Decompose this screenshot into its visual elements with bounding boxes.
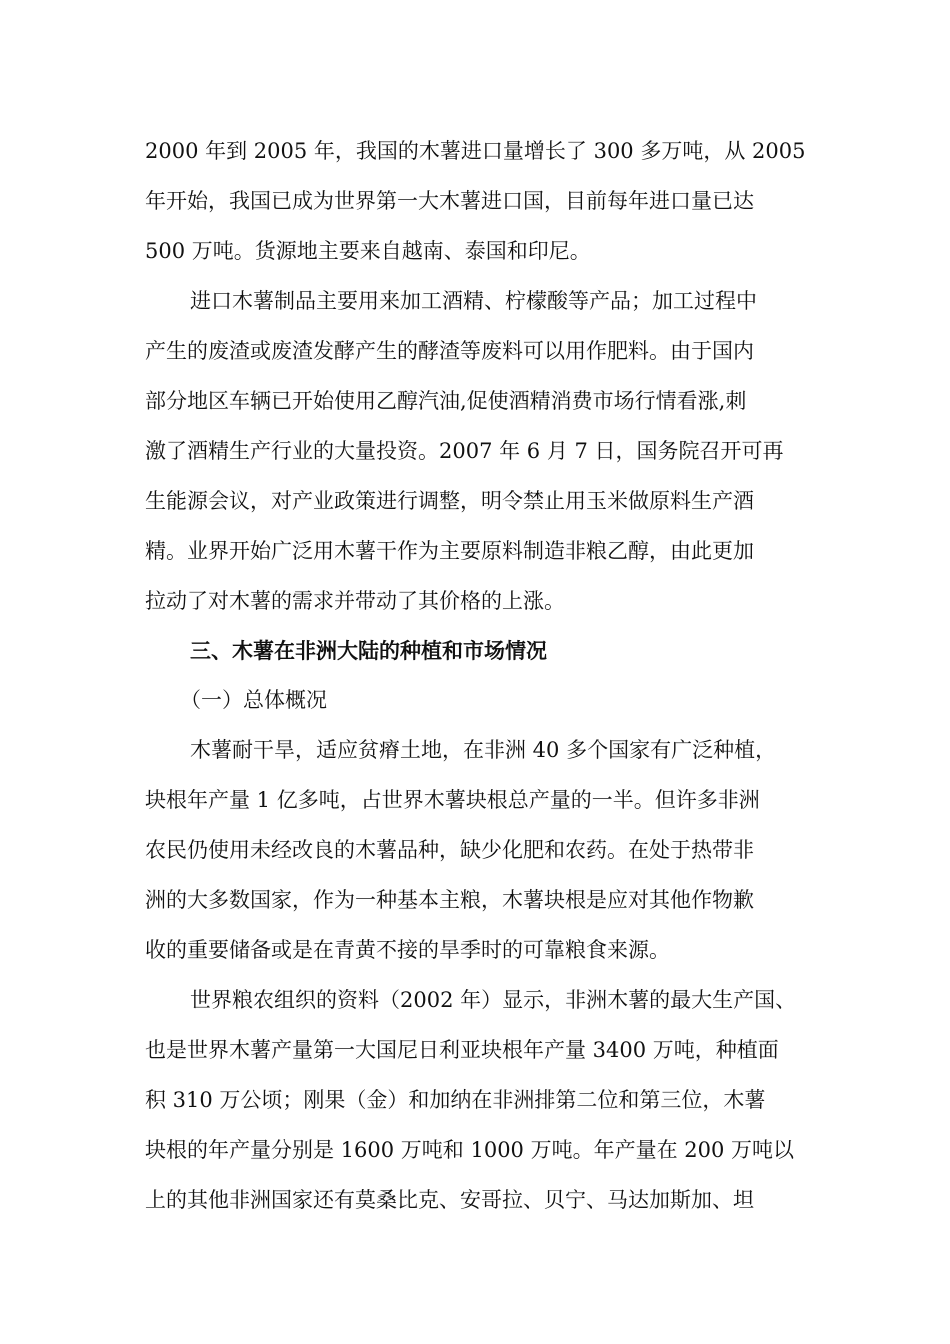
text-line	[0, 1035, 950, 1065]
subsection-heading	[0, 685, 950, 715]
text-line	[0, 1135, 950, 1165]
text-line-content: 农民仍使用未经改良的木薯品种，缺少化肥和农药。在处于热带非	[145, 838, 754, 862]
text-line	[0, 136, 950, 166]
text-line-content: 洲的大多数国家，作为一种基本主粮，木薯块根是应对其他作物歉	[145, 888, 754, 912]
section-heading-text: 三、木薯在非洲大陆的种植和市场情况	[190, 638, 547, 663]
text-line	[0, 286, 950, 316]
text-line	[0, 586, 950, 616]
text-line-content: 2000 年到 2005 年，我国的木薯进口量增长了 300 多万吨，从 2005	[145, 139, 806, 163]
text-line-content: 进口木薯制品主要用来加工酒精、柠檬酸等产品；加工过程中	[190, 289, 757, 313]
text-line-content: 部分地区车辆已开始使用乙醇汽油,促使酒精消费市场行情看涨,刺	[145, 389, 747, 413]
text-line-content: 块根的年产量分别是 1600 万吨和 1000 万吨。年产量在 200 万吨以	[145, 1138, 795, 1162]
text-line-content: 上的其他非洲国家还有莫桑比克、安哥拉、贝宁、马达加斯加、坦	[145, 1188, 754, 1212]
text-line-content: 年开始，我国已成为世界第一大木薯进口国，目前每年进口量已达	[145, 189, 754, 213]
section-heading	[0, 636, 950, 666]
text-line-content: 产生的废渣或废渣发酵产生的酵渣等废料可以用作肥料。由于国内	[145, 339, 754, 363]
text-line-content: 世界粮农组织的资料（2002 年）显示，非洲木薯的最大生产国、	[190, 988, 797, 1012]
text-line	[0, 935, 950, 965]
text-line-content: 激了酒精生产行业的大量投资。2007 年 6 月 7 日，国务院召开可再	[145, 439, 784, 463]
text-line	[0, 785, 950, 815]
subsection-heading-text: （一）总体概况	[180, 688, 327, 712]
text-line-content: 块根年产量 1 亿多吨，占世界木薯块根总产量的一半。但许多非洲	[145, 788, 760, 812]
text-line	[0, 735, 950, 765]
text-line-content: 500 万吨。货源地主要来自越南、泰国和印尼。	[145, 239, 591, 263]
text-line	[0, 436, 950, 466]
text-line	[0, 486, 950, 516]
text-line-content: 生能源会议，对产业政策进行调整，明令禁止用玉米做原料生产酒	[145, 489, 754, 513]
text-line	[0, 985, 950, 1015]
text-line	[0, 236, 950, 266]
text-line	[0, 1185, 950, 1215]
text-line-content: 积 310 万公顷；刚果（金）和加纳在非洲排第二位和第三位，木薯	[145, 1088, 766, 1112]
text-line	[0, 885, 950, 915]
text-line	[0, 186, 950, 216]
text-line	[0, 386, 950, 416]
text-line	[0, 336, 950, 366]
text-line-content: 也是世界木薯产量第一大国尼日利亚块根年产量 3400 万吨，种植面	[145, 1038, 779, 1062]
text-line-content: 精。业界开始广泛用木薯干作为主要原料制造非粮乙醇，由此更加	[145, 539, 754, 563]
text-line	[0, 536, 950, 566]
text-line-content: 木薯耐干旱，适应贫瘠土地，在非洲 40 多个国家有广泛种植，	[190, 738, 777, 762]
text-line-content: 收的重要储备或是在青黄不接的旱季时的可靠粮食来源。	[145, 938, 670, 962]
text-line-content: 拉动了对木薯的需求并带动了其价格的上涨。	[145, 589, 565, 613]
text-line	[0, 1085, 950, 1115]
text-line	[0, 835, 950, 865]
